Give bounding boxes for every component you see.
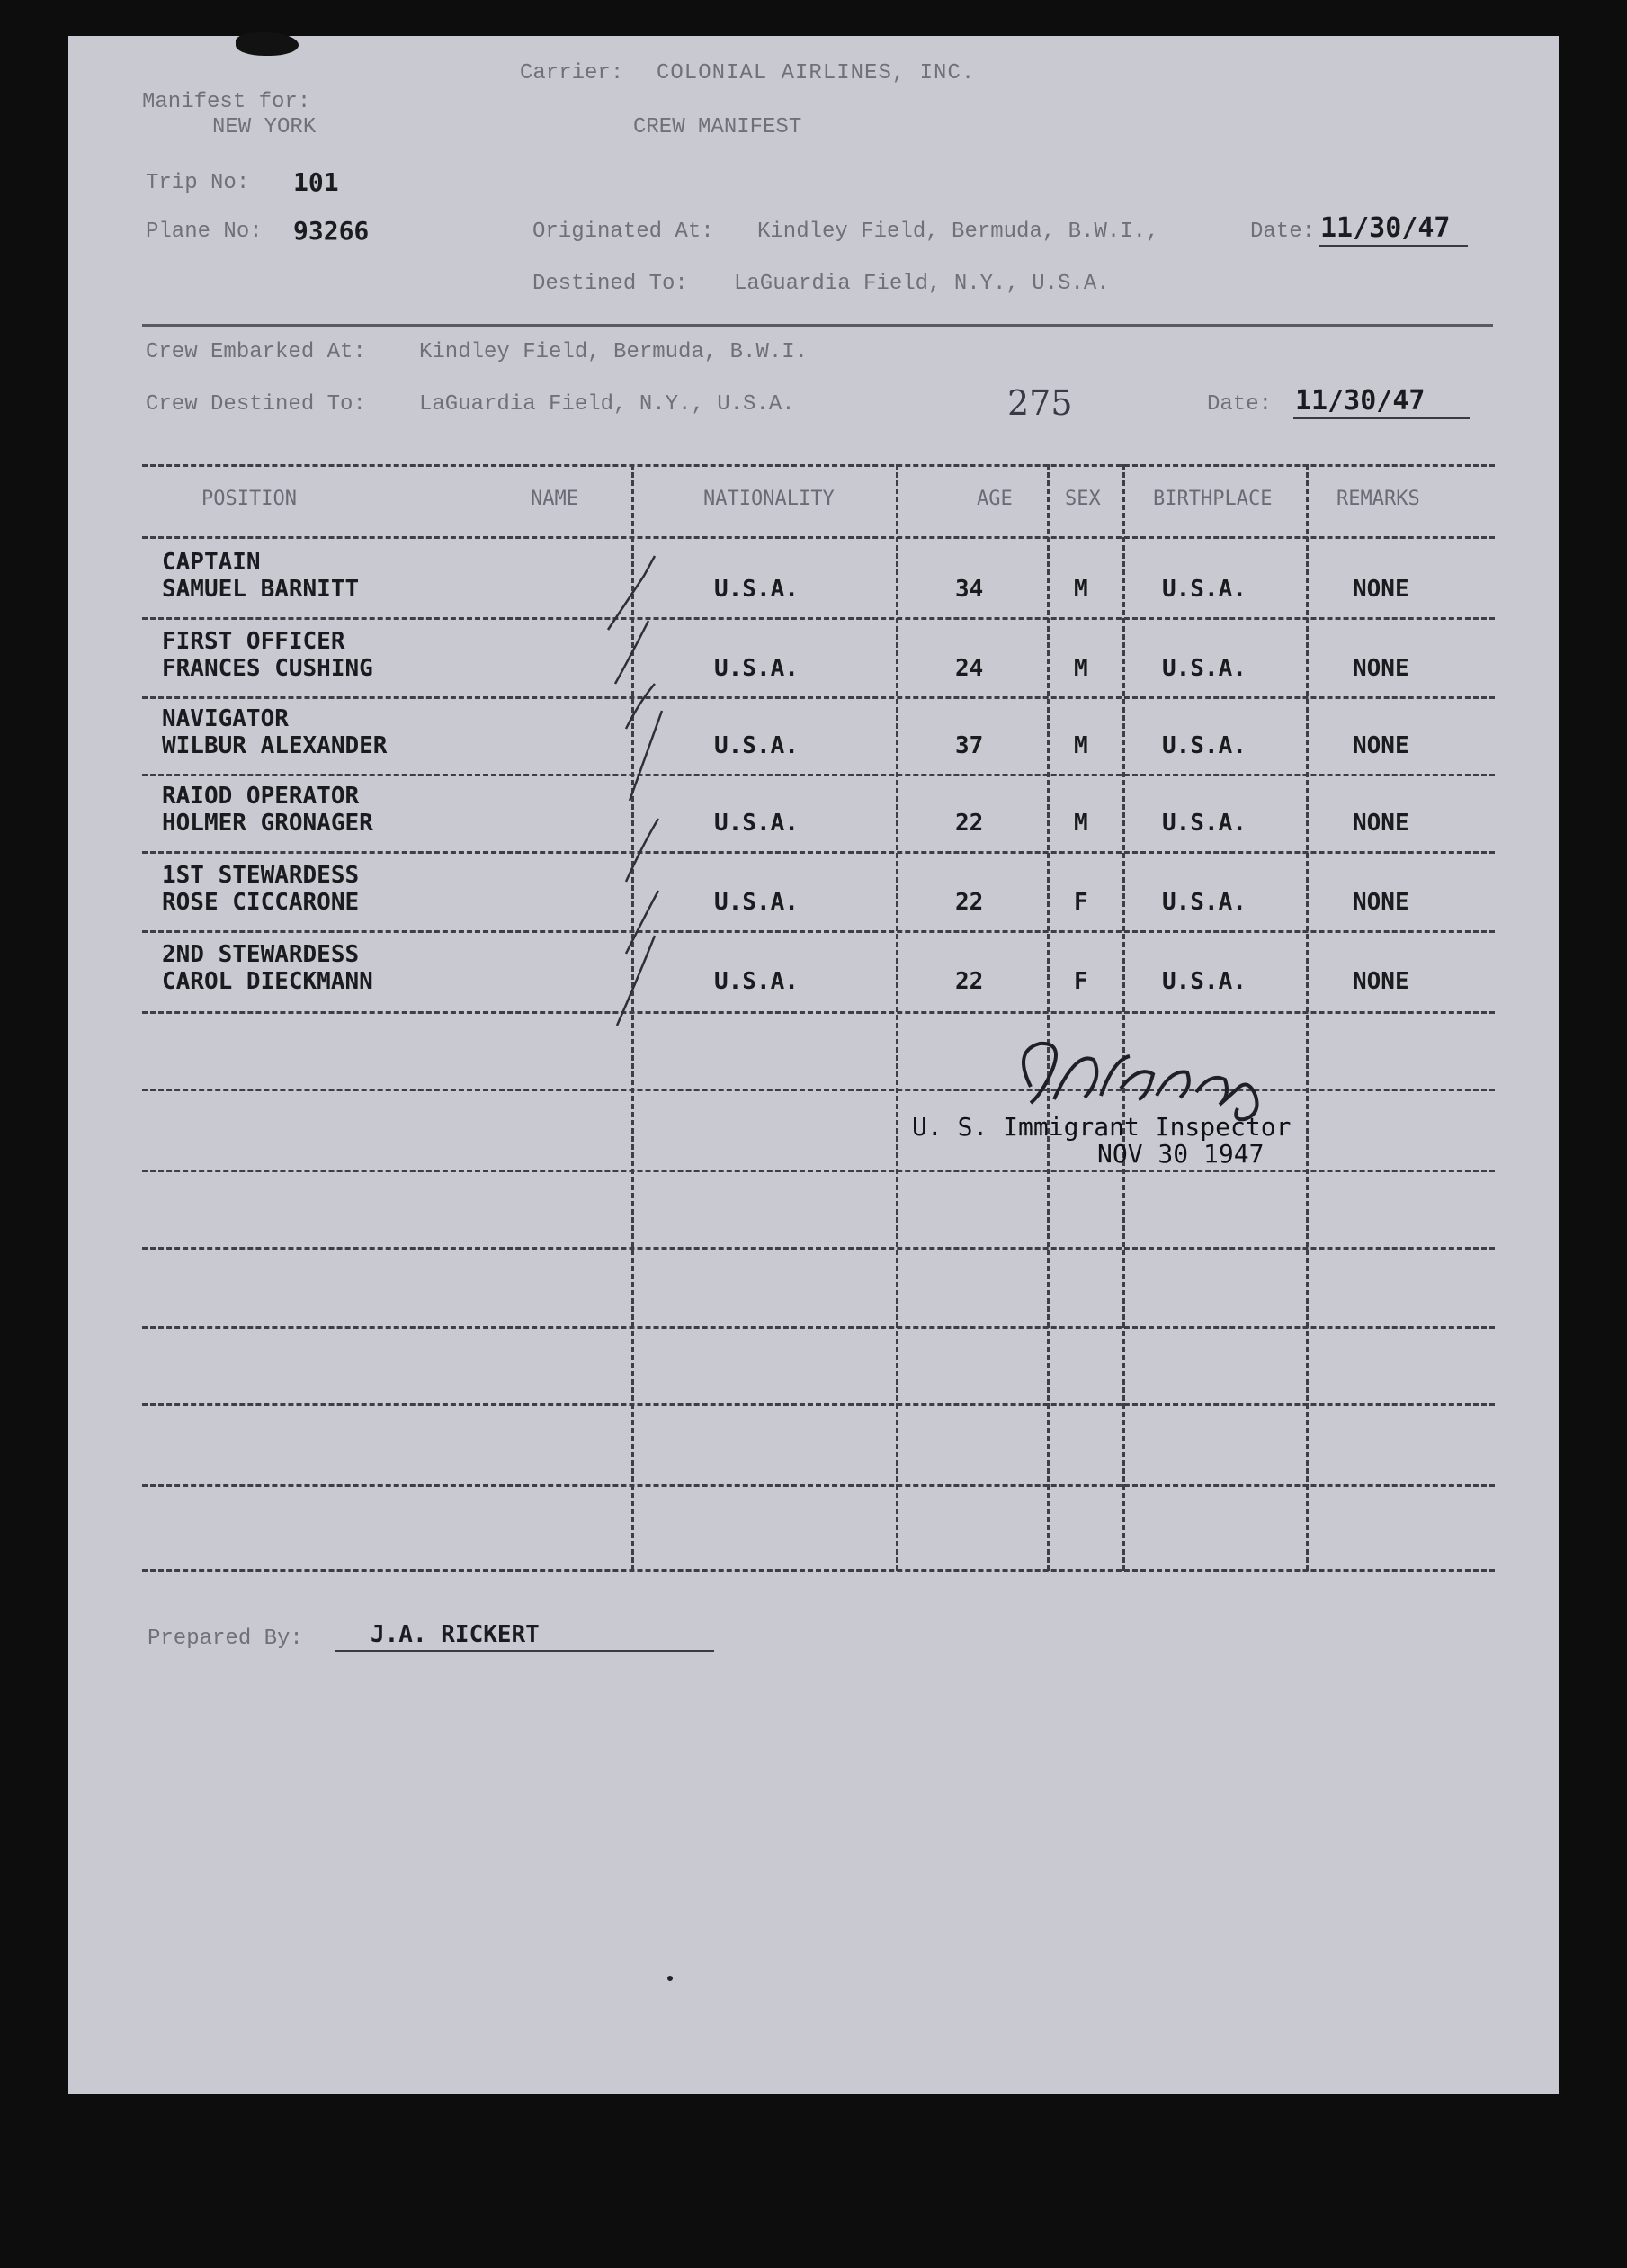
stamp-title: U. S. Immigrant Inspector: [912, 1112, 1292, 1142]
col-header-nationality: NATIONALITY: [703, 488, 835, 510]
cell-remarks: NONE: [1353, 889, 1409, 916]
cell-age: 24: [955, 655, 984, 682]
cell-sex: M: [1074, 655, 1088, 682]
plane-label: Plane No:: [146, 220, 263, 244]
cell-position: NAVIGATOR: [162, 705, 289, 732]
row-rule: [142, 774, 1495, 776]
plane-value: 93266: [293, 216, 370, 246]
cell-age: 34: [955, 576, 984, 603]
row-rule: [142, 1170, 1495, 1172]
col-header-remarks: REMARKS: [1336, 488, 1420, 510]
stamp-date: NOV 30 1947: [1097, 1139, 1265, 1169]
row-rule: [142, 1326, 1495, 1329]
prepared-by-underline: [335, 1650, 714, 1652]
destined-label: Destined To:: [532, 272, 688, 296]
crew-embarked-label: Crew Embarked At:: [146, 340, 366, 364]
trip-label: Trip No:: [146, 171, 250, 195]
col-header-age: AGE: [977, 488, 1013, 510]
cell-birthplace: U.S.A.: [1162, 889, 1247, 916]
cell-position: 2ND STEWARDESS: [162, 941, 360, 968]
crew-date-value: 11/30/47: [1295, 385, 1426, 417]
cell-name: SAMUEL BARNITT: [162, 576, 360, 603]
manifest-sheet: [68, 36, 1559, 2094]
cell-position: CAPTAIN: [162, 549, 261, 576]
crew-date-label: Date:: [1207, 392, 1273, 417]
header-date-label: Date:: [1250, 220, 1316, 244]
cell-name: CAROL DIECKMANN: [162, 968, 373, 995]
row-rule: [142, 696, 1495, 699]
row-rule: [142, 617, 1495, 620]
cell-name: WILBUR ALEXANDER: [162, 732, 388, 759]
cell-remarks: NONE: [1353, 968, 1409, 995]
trip-value: 101: [293, 167, 339, 197]
cell-remarks: NONE: [1353, 732, 1409, 759]
cell-age: 22: [955, 968, 984, 995]
row-rule: [142, 930, 1495, 933]
cell-position: FIRST OFFICER: [162, 628, 345, 655]
cell-birthplace: U.S.A.: [1162, 732, 1247, 759]
row-rule: [142, 1484, 1495, 1487]
col-header-position: POSITION: [201, 488, 297, 510]
cell-nationality: U.S.A.: [714, 655, 799, 682]
table-top-rule: [142, 464, 1495, 467]
table-header-rule: [142, 536, 1495, 539]
destined-value: LaGuardia Field, N.Y., U.S.A.: [734, 272, 1110, 296]
cell-nationality: U.S.A.: [714, 968, 799, 995]
cell-birthplace: U.S.A.: [1162, 576, 1247, 603]
prepared-by-label: Prepared By:: [148, 1627, 303, 1651]
prepared-by-value: J.A. RICKERT: [371, 1621, 540, 1648]
cell-sex: M: [1074, 810, 1088, 837]
cell-sex: F: [1074, 889, 1088, 916]
cell-nationality: U.S.A.: [714, 576, 799, 603]
crew-date-underline: [1293, 417, 1470, 419]
cell-position: RAIOD OPERATOR: [162, 783, 360, 810]
cell-name: ROSE CICCARONE: [162, 889, 360, 916]
carrier-label: Carrier:: [520, 61, 624, 85]
cell-remarks: NONE: [1353, 576, 1409, 603]
cell-sex: M: [1074, 732, 1088, 759]
cell-age: 37: [955, 732, 984, 759]
row-rule: [142, 1247, 1495, 1250]
originated-value: Kindley Field, Bermuda, B.W.I.,: [757, 220, 1159, 244]
cell-birthplace: U.S.A.: [1162, 655, 1247, 682]
crew-destined-value: LaGuardia Field, N.Y., U.S.A.: [419, 392, 795, 417]
manifest-title: CREW MANIFEST: [633, 115, 802, 139]
header-date-underline: [1319, 245, 1468, 247]
crew-embarked-value: Kindley Field, Bermuda, B.W.I.: [419, 340, 809, 364]
col-header-sex: SEX: [1065, 488, 1101, 510]
cell-age: 22: [955, 889, 984, 916]
cell-remarks: NONE: [1353, 655, 1409, 682]
row-rule: [142, 851, 1495, 854]
speck: [667, 1976, 673, 1981]
originated-label: Originated At:: [532, 220, 714, 244]
manifest-for-label: Manifest for:: [142, 90, 311, 114]
cell-birthplace: U.S.A.: [1162, 968, 1247, 995]
cell-age: 22: [955, 810, 984, 837]
cell-position: 1ST STEWARDESS: [162, 862, 360, 889]
inspector-signature: [995, 1033, 1319, 1123]
crew-destined-label: Crew Destined To:: [146, 392, 366, 417]
page-number: 275: [1007, 383, 1073, 423]
row-rule: [142, 1011, 1495, 1014]
table-bottom-rule: [142, 1569, 1495, 1572]
manifest-for-value: NEW YORK: [212, 115, 317, 139]
cell-nationality: U.S.A.: [714, 889, 799, 916]
row-rule: [142, 1403, 1495, 1406]
cell-sex: M: [1074, 576, 1088, 603]
header-divider: [142, 324, 1493, 327]
cell-nationality: U.S.A.: [714, 810, 799, 837]
cell-sex: F: [1074, 968, 1088, 995]
cell-remarks: NONE: [1353, 810, 1409, 837]
carrier-value: COLONIAL AIRLINES, INC.: [657, 61, 976, 85]
col-header-name: NAME: [531, 488, 578, 510]
cell-name: FRANCES CUSHING: [162, 655, 373, 682]
ink-blot: [236, 32, 299, 56]
header-date-value: 11/30/47: [1320, 212, 1451, 244]
cell-birthplace: U.S.A.: [1162, 810, 1247, 837]
check-marks: [599, 549, 707, 1035]
cell-name: HOLMER GRONAGER: [162, 810, 373, 837]
cell-nationality: U.S.A.: [714, 732, 799, 759]
col-header-birthplace: BIRTHPLACE: [1153, 488, 1273, 510]
